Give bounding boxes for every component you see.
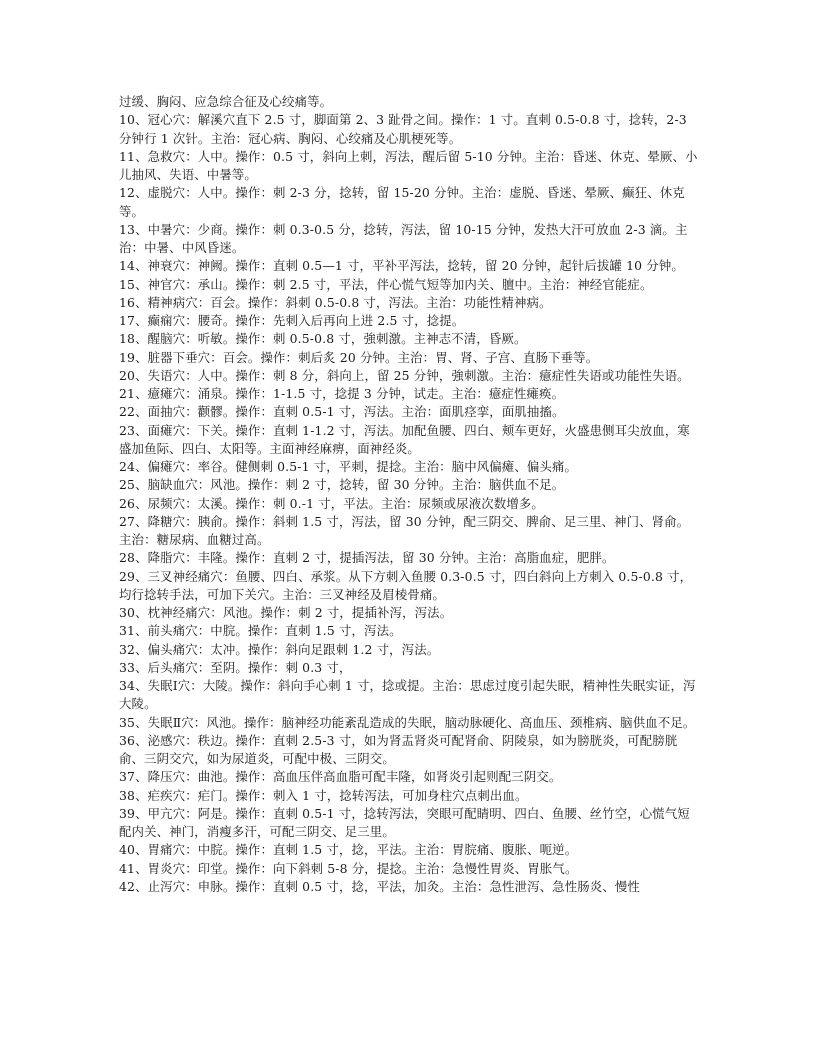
list-item-15: 15、神官穴：承山。操作：刺 2.5 寸，平法，伴心慌气短等加内关、膻中。主治：神经官能症。 (119, 276, 653, 292)
list-item-41: 41、胃炎穴：印堂。操作：向下斜刺 5-8 分，提捻。主治：急慢性胃炎、胃胀气。 (119, 860, 578, 876)
list-item-37: 37、降压穴：曲池。操作：高血压伴高血脂可配丰隆，如肾炎引起则配三阴交。 (119, 769, 562, 785)
list-item-42: 42、止泻穴：申脉。操作：直刺 0.5 寸，捻，平法，加灸。主治：急性泄泻、急性肠炎、慢性 (119, 878, 640, 894)
list-item-21: 21、癔瘫穴：涌泉。操作：1-1.5 寸，捻提 3 分钟，试走。主治：癔症性瘫痪。 (119, 386, 565, 401)
list-item-35: 35、失眠Ⅱ穴：风池。操作：脑神经功能紊乱造成的失眠，脑动脉硬化、高血压、颈椎病、脑供血不足。 (119, 714, 696, 730)
list-item-31: 31、前头痛穴：中脘。操作：直刺 1.5 寸，泻法。 (119, 623, 402, 639)
list-item-20: 20、失语穴：人中。操作：刺 8 分，斜向上，留 25 分钟，強刺激。主治：癔症性失语或功能性失语。 (119, 367, 690, 383)
list-item-18: 18、醒脑穴：听敏。操作：刺 0.5-0.8 寸，強刺激。主神志不清，昏厥。 (119, 331, 527, 347)
document-page (119, 93, 701, 896)
list-item-38: 38、疟疾穴：疟门。操作：刺入 1 寸，捻转泻法，可加身柱穴点刺出血。 (119, 787, 528, 803)
list-item-33: 33、后头痛穴：至阴。操作：刺 0.3 寸， (119, 659, 352, 675)
list-item-16: 16、精神病穴：百会。操作：斜刺 0.5-0.8 寸，泻法。主治：功能性精神病。 (119, 294, 552, 310)
list-item-24: 24、偏瘫穴：率谷。健侧刺 0.5-1 寸，平刺，提捻。主治：脑中风偏瘫、偏头痛。 (119, 459, 578, 474)
list-item-36: 36、泌感穴：秩边。操作：直刺 2.5-3 寸，如为肾盂肾炎可配肾俞、阴陵泉，如为膀胱炎，可配膀胱俞、三阴交穴，如为尿道炎，可配中极、三阴交。 (119, 732, 678, 766)
list-item-39: 39、甲亢穴：阿是。操作：直刺 0.5-1 寸，捻转泻法，突眼可配睛明、四白、鱼腰、丝竹空，心慌气短配内关、神门，消瘦多汗，可配三阴交、足三里。 (119, 805, 690, 839)
list-item-22: 22、面抽穴：颧髎。操作：直刺 0.5-1 寸，泻法。主治：面肌痉挛，面肌抽搐。 (119, 404, 565, 420)
paragraph-continuation: 过缓、胸闷、应急综合征及心绞痛等。 (119, 94, 333, 109)
list-item-13: 13、中暑穴：少商。操作：刺 0.3-0.5 分，捻转，泻法，留 10-15 分钟，发热大汗可放血 2-3 滴。主治：中暑、中风昏迷。 (119, 221, 688, 255)
list-item-27: 27、降糖穴：胰俞。操作：斜刺 1.5 寸，泻法，留 30 分钟，配三阴交、脾俞、足三里、神门、肾俞。主治：糖尿病、血糖过高。 (119, 513, 690, 547)
list-item-29: 29、三叉神经痛穴：鱼腰、四白、承浆。从下方刺入鱼腰 0.3-0.5 寸，四白斜向上方刺入 0.5-0.8 寸，均行捻转手法，可加下关穴。主治：三叉神经及眉棱骨痛。 (119, 568, 693, 602)
list-item-28: 28、降脂穴：丰隆。操作：直刺 2 寸，提插泻法，留 30 分钟。主治：高脂血症，肥胖。 (119, 550, 615, 566)
list-item-26: 26、尿频穴：太溪。操作：刺 0.-1 寸，平法。主治：尿频或尿液次数增多。 (119, 495, 544, 511)
list-item-32: 32、偏头痛穴：太冲。操作：斜向足跟刺 1.2 寸，泻法。 (119, 641, 440, 657)
list-item-25: 25、脑缺血穴：风池。操作：刺 2 寸，捻转，留 30 分钟。主治：脑供血不足。 (119, 477, 565, 493)
list-item-19: 19、脏器下垂穴：百会。操作：刺后炙 20 分钟。主治：胃、肾、子宫、直肠下垂等。 (119, 349, 599, 365)
list-item-30: 30、枕神经痛穴：风池。操作：刺 2 寸，提插补泻，泻法。 (119, 605, 453, 620)
list-item-34: 34、失眠Ⅰ穴：大陵。操作：斜向手心刺 1 寸，捻或提。主治：思虑过度引起失眠，精神性失眠实证，泻大陵。 (119, 678, 696, 712)
list-item-23: 23、面瘫穴：下关。操作：直刺 1-1.2 寸，泻法。加配鱼腰、四白、颊车更好，火盛患侧耳尖放血，寒盛加鱼际、四白、太阳等。主面神经麻痹，面神经炎。 (119, 422, 690, 456)
list-item-10: 10、冠心穴：解溪穴直下 2.5 寸，脚面第 2、3 趾骨之间。操作：1 寸。直刺 0.5-0.8 寸，捻转，2-3 分钟行 1 次针。主治：冠心病、胸闷、心绞痛及心肌梗死等。 (119, 112, 687, 146)
list-item-14: 14、神衰穴：神阙。操作：直刺 0.5—1 寸，平补平泻法，捻转，留 20 分钟，起针后拔罐 10 分钟。 (119, 258, 684, 274)
list-item-40: 40、胃痛穴：中脘。操作：直刺 1.5 寸，捻，平法。主治：胃脘痛、腹胀、呃逆。 (119, 842, 578, 858)
list-item-17: 17、癫痫穴：腰奇。操作：先刺入后再向上进 2.5 寸，捻提。 (119, 313, 465, 328)
list-item-12: 12、虚脱穴：人中。操作：刺 2-3 分，捻转，留 15-20 分钟。主治：虚脱、昏迷、晕厥、癫狂、休克等。 (119, 185, 685, 219)
list-item-11: 11、急救穴：人中。操作：0.5 寸，斜向上刺，泻法，醒后留 5-10 分钟。主治：昏迷、休克、晕厥、小儿抽风、失语、中暑等。 (119, 148, 698, 182)
